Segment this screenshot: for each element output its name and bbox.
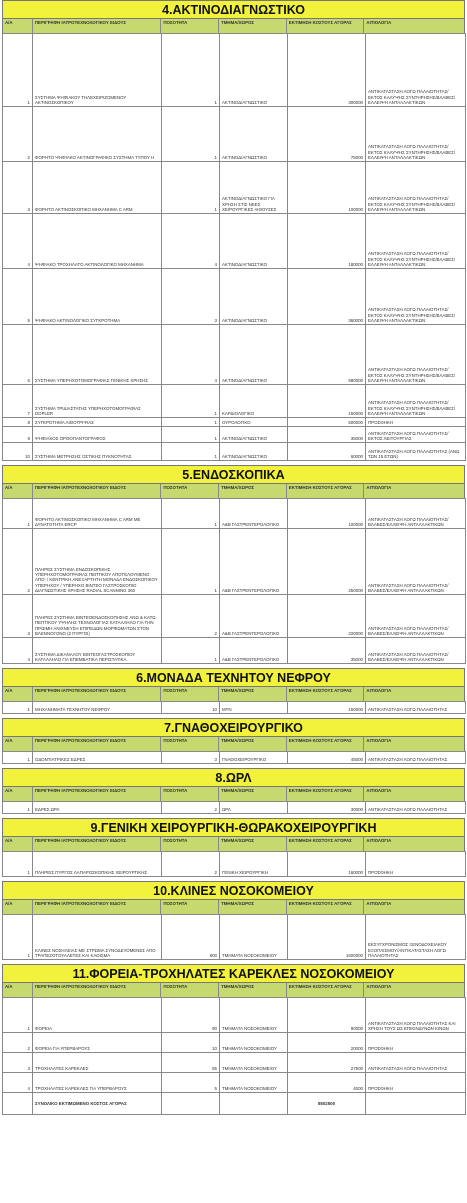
cell-aa: 1 <box>3 702 33 714</box>
cell-qty: 10 <box>162 702 220 714</box>
cell-cost: 150000 <box>288 702 366 714</box>
cell-dept: ΜΤΝ <box>220 702 288 714</box>
cell-cost: 27500 <box>288 1053 366 1073</box>
column-header-cost: ΕΚΤΙΜΗΣΗ ΚΟΣΤΟΥΣ ΑΓΟΡΑΣ <box>287 687 365 701</box>
cell-cost: 35000 <box>288 427 366 443</box>
column-header-aa: Α/Α <box>3 837 33 851</box>
column-header-dept: ΤΜΗΜΑ/ΧΩΡΟΣ <box>219 737 287 751</box>
cell-dept: ΤΜΗΜΑΤΑ ΝΟΣΟΚΟΜΕΙΟΥ <box>220 1053 288 1073</box>
column-header-aa: Α/Α <box>3 19 33 33</box>
cell-dept: Α&Β ΓΑΣΤΡΕΝΤΕΡΟΛΟΓΙΚΟ <box>220 529 288 595</box>
cell-reason: ΑΝΤΙΚΑΤΑΣΤΑΣΗ ΛΟΓΩ ΠΑΛΑΙΟΤΗΤΑΣ/ΒΛΑΒΕΣ/ΕΛΛΕΙΨΗ ΑΝΤΑΛΛΑΚΤΙΚΩΝ <box>366 499 466 529</box>
column-header-cost: ΕΚΤΙΜΗΣΗ ΚΟΣΤΟΥΣ ΑΓΟΡΑΣ <box>287 484 365 498</box>
cell-qty: 2 <box>162 595 220 638</box>
column-header-desc: ΠΕΡΙΓΡΑΦΗ ΙΑΤΡΟΤΕΧΝΟΛΟΓΙΚΟΥ ΕΙΔΟΥΣ <box>33 900 161 914</box>
table-row <box>3 107 466 162</box>
cell-empty <box>366 1093 466 1115</box>
cell-dept: ΑΚΤΙΝΟΔ/ΑΓΝΩΣΤΙΚΟ <box>220 107 288 162</box>
cell-reason: ΠΡΟΣΘΗΚΗ <box>366 1033 466 1053</box>
column-header-desc: ΠΕΡΙΓΡΑΦΗ ΙΑΤΡΟΤΕΧΝΟΛΟΓΙΚΟΥ ΕΙΔΟΥΣ <box>33 983 161 997</box>
column-header-dept: ΤΜΗΜΑ/ΧΩΡΟΣ <box>219 900 287 914</box>
section-title: 9.ΓΕΝΙΚΗ ΧΕΙΡΟΥΡΓΙΚΗ-ΘΩΡΑΚΟΧΕΙΡΟΥΡΓΙΚΗ <box>2 818 465 836</box>
cell-dept: ΩΡΛ <box>220 802 288 814</box>
cell-qty: 2 <box>162 852 220 877</box>
cell-reason: ΑΝΤΙΚΑΤΑΣΤΑΣΗ ΛΟΓΩ ΠΑΛΑΙΟΤΗΤΑΣ/ΒΛΑΒΕΣ/ΕΛΛΕΙΨΗ ΑΝΤΑΛΛΑΚΤΙΚΩΝ <box>366 638 466 664</box>
section-table <box>2 851 466 877</box>
cell-qty: 1 <box>162 385 220 418</box>
cell-cost: 220000 <box>288 595 366 638</box>
cell-desc: ΣΥΣΤΗΜΑ ΔΙΚΑΝΑΛΟΥ ΒΙΝΤΕΟΓΑΣΤΡΟΣΚΟΠΙΟΥ ΚΑΤΑΛΛΗΛΟ ΓΙΑ ΕΠΕΜΒΑΤΙΚΑ ΠΕΡΙΣΤΑΤΙΚΑ <box>33 638 162 664</box>
cell-reason: ΑΝΤΙΚΑΤΑΣΤΑΣΗ ΛΟΓΩ ΠΑΛΑΙΟΤΗΤΑΣ/ΕΚΤΟΣ ΛΕΙΤΟΥΡΓΙΑΣ <box>366 427 466 443</box>
cell-qty: 90 <box>162 998 220 1033</box>
cell-cost: 160000 <box>288 852 366 877</box>
section-table <box>2 33 466 461</box>
cell-desc: ΦΟΡΗΤΟ ΑΚΤΙΝΟΣΚΟΠΙΚΟ ΜΗΧΑΝΗΜΑ C ARM <box>33 162 162 214</box>
cell-dept: Α&Β ΓΑΣΤΡΕΝΤΕΡΟΛΟΓΙΚΟ <box>220 595 288 638</box>
cell-cost: 100000 <box>288 162 366 214</box>
cell-aa: 2 <box>3 1033 33 1053</box>
column-header-qty: ΠΟΣΟΤΗΤΑ <box>161 983 219 997</box>
column-header-row <box>2 18 465 33</box>
column-header-qty: ΠΟΣΟΤΗΤΑ <box>161 787 219 801</box>
cell-aa: 3 <box>3 162 33 214</box>
table-row <box>3 1073 466 1093</box>
table-row <box>3 162 466 214</box>
cell-desc: ΨΗΦΙΑΚΟ ΑΚΤΙΝΟΛΟΓΙΚΟ ΣΥΓΚΡΟΤΗΜΑ <box>33 269 162 325</box>
cell-qty: 1 <box>162 107 220 162</box>
cell-cost: 90000 <box>288 998 366 1033</box>
cell-qty: 1 <box>162 499 220 529</box>
cell-aa: 1 <box>3 915 33 960</box>
cell-aa: 4 <box>3 638 33 664</box>
cell-dept: ΤΜΗΜΑΤΑ ΝΟΣΟΚΟΜΕΙΟΥ <box>220 1073 288 1093</box>
cell-reason: ΑΝΤΙΚΑΤΑΣΤΑΣΗ ΛΟΓΩ ΠΑΛΑΙΟΤΗΤΑΣ <box>366 752 466 764</box>
column-header-dept: ΤΜΗΜΑ/ΧΩΡΟΣ <box>219 983 287 997</box>
cell-desc: ΨΗΦΙΑΚΟ ΤΡΟΧΗΛΑΤΟ ΑΚΤΙΝΟΛΟΓΙΚΟ ΜΗΧΑΝΗΜΑ <box>33 214 162 269</box>
cell-dept: ΤΜΗΜΑΤΑ ΝΟΣΟΚΟΜΕΙΟΥ <box>220 915 288 960</box>
cell-qty: 4 <box>162 214 220 269</box>
cell-dept: ΑΚΤΙΝΟΔ/ΑΓΝΩΣΤΙΚΟ <box>220 427 288 443</box>
cell-aa: 5 <box>3 269 33 325</box>
cell-reason: ΑΝΤΙΚΑΤΑΣΤΑΣΗ ΛΟΓΩ ΠΑΛΑΙΟΤΗΤΑΣ ΚΑΙ ΧΡΗΣΗ ΤΟΥΣ ΩΣ ΕΠΙΚΙΝΔΥΝΩΝ ΚΙΝΩΝ <box>366 998 466 1033</box>
cell-reason: ΑΝΤΙΚΑΤΑΣΤΑΣΗ ΛΟΓΩ ΠΑΛΑΙΟΤΗΤΑΣ/ΒΛΑΒΕΣ/ΕΛΛΕΙΨΗ ΑΝΤΑΛΛΑΚΤΙΚΩΝ <box>366 529 466 595</box>
cell-desc: ΤΡΟΧΗΛΑΤΕΣ ΚΑΡΕΚΛΕΣ <box>33 1053 162 1073</box>
cell-aa: 1 <box>3 998 33 1033</box>
cell-qty: 2 <box>162 802 220 814</box>
cell-qty: 4 <box>162 325 220 385</box>
column-header-qty: ΠΟΣΟΤΗΤΑ <box>161 737 219 751</box>
table-row <box>3 752 466 764</box>
cell-qty: 1 <box>162 529 220 595</box>
cell-cost: 20000 <box>288 1033 366 1053</box>
column-header-cost: ΕΚΤΙΜΗΣΗ ΚΟΣΤΟΥΣ ΑΓΟΡΑΣ <box>287 737 365 751</box>
total-value: 8502500 <box>288 1093 366 1115</box>
section-table <box>2 997 466 1115</box>
column-header-row <box>2 836 465 851</box>
cell-aa: 1 <box>3 34 33 107</box>
cell-qty: 1 <box>162 443 220 461</box>
cell-dept: ΑΚΤΙΝΟΔ/ΑΓΝΩΣΤΙΚΟ <box>220 443 288 461</box>
cell-desc: ΣΥΣΤΗΜΑ ΨΗΦΙΑΚΟΥ ΤΗΛΕΧΕΙΡΙΖΟΜΕΝΟΥ ΑΚΤΙΝΟΣΚΟΠΙΚΟΥ <box>33 34 162 107</box>
cell-aa: 10 <box>3 443 33 461</box>
equipment-sheet <box>2 0 465 1119</box>
table-row <box>3 802 466 814</box>
cell-desc: ΦΟΡΕΙΑ <box>33 998 162 1033</box>
column-header-aa: Α/Α <box>3 900 33 914</box>
cell-cost: 30000 <box>288 802 366 814</box>
column-header-qty: ΠΟΣΟΤΗΤΑ <box>161 484 219 498</box>
cell-cost: 250000 <box>288 529 366 595</box>
cell-cost: 580000 <box>288 325 366 385</box>
cell-reason: ΑΝΤΙΚΑΤΑΣΤΑΣΗ ΛΟΓΩ ΠΑΛΑΙΟΤΗΤΑΣ/ΒΛΑΒΕΣ/ΕΛΛΕΙΨΗ ΑΝΤΑΛΛΑΚΤΙΚΩΝ <box>366 595 466 638</box>
cell-aa: 2 <box>3 107 33 162</box>
table-row <box>3 595 466 638</box>
table-row <box>3 702 466 714</box>
cell-aa: 2 <box>3 529 33 595</box>
cell-aa: 1 <box>3 802 33 814</box>
cell-dept: ΑΚΤΙΝΟΔ/ΑΓΝΩΣΤΙΚΟ <box>220 34 288 107</box>
section-gap <box>2 1115 465 1119</box>
column-header-desc: ΠΕΡΙΓΡΑΦΗ ΙΑΤΡΟΤΕΧΝΟΛΟΓΙΚΟΥ ΕΙΔΟΥΣ <box>33 687 161 701</box>
column-header-row <box>2 736 465 751</box>
cell-dept: ΓΝΑΘΟΧΕΙΡΟΥΡΓΙΚΟ <box>220 752 288 764</box>
table-row <box>3 418 466 427</box>
column-header-desc: ΠΕΡΙΓΡΑΦΗ ΙΑΤΡΟΤΕΧΝΟΛΟΓΙΚΟΥ ΕΙΔΟΥΣ <box>33 787 161 801</box>
table-row <box>3 214 466 269</box>
cell-reason: ΑΝΤΙΚΑΤΑΣΤΑΣΗ ΛΟΓΩ ΠΑΛΑΙΟΤΗΤΑΣ/ΕΚΤΟΣ ΚΑΛΥΨΗΣ ΣΥΝΤΗΡΗΣΗΣ/ΒΛΑΒΕΣ/ΕΛΛΕΙΨΗ ΑΝΤΑΛΛΑΚΤΙΚΩΝ <box>366 107 466 162</box>
column-header-cost: ΕΚΤΙΜΗΣΗ ΚΟΣΤΟΥΣ ΑΓΟΡΑΣ <box>287 19 365 33</box>
cell-desc: ΜΗΧΑΝΗΜΑΤΑ ΤΕΧΝΗΤΟΥ ΝΕΦΡΟΥ <box>33 702 162 714</box>
section-title: 4.ΑΚΤΙΝΟΔΙΑΓΝΩΣΤΙΚΟ <box>2 0 465 18</box>
cell-empty <box>3 1093 33 1115</box>
cell-aa: 8 <box>3 418 33 427</box>
cell-dept: ΑΚΤΙΝΟΔ/ΑΓΝΩΣΤΙΚΟ <box>220 214 288 269</box>
column-header-desc: ΠΕΡΙΓΡΑΦΗ ΙΑΤΡΟΤΕΧΝΟΛΟΓΙΚΟΥ ΕΙΔΟΥΣ <box>33 737 161 751</box>
cell-desc: ΠΛΗΡΕΣ ΣΥΣΤΗΜΑ ΕΝΔΟΣΚΟΠΙΚΗΣ ΥΠΕΡΗΧΟΤΟΜΟΓΡΑΦΙΑΣ ΠΕΠΤΙΚΟΥ ΑΠΟΤΕΛΟΥΜΕΝΟ ΑΠΟ: / ΚΕΝΤΡΙΚΗ ΑΝΕΞΑΡΤΗΤΗ ΜΟΝΑΔΑ ΕΝΔΟΣΚΟΠΙΚΟΥ ΥΠΕΡΗΧΟΥ / ΥΠΕΡΗΧΟ ΒΙΝΤΕΟ ΓΑΣΤΡΟΣΚΟΠΙΟ ΔΙΑΓΝΩΣΤΙΚΗΣ ΧΡΗΣΗΣ RADIAL SCANNING 360 <box>33 529 162 595</box>
table-row <box>3 443 466 461</box>
column-header-dept: ΤΜΗΜΑ/ΧΩΡΟΣ <box>219 687 287 701</box>
column-header-cost: ΕΚΤΙΜΗΣΗ ΚΟΣΤΟΥΣ ΑΓΟΡΑΣ <box>287 787 365 801</box>
total-label: ΣΥΝΟΛΙΚΟ ΕΚΤΙΜΩΜΕΝΟ ΚΟΣΤΟΣ ΑΓΟΡΑΣ <box>33 1093 162 1115</box>
cell-cost: 1600000 <box>288 915 366 960</box>
section-title: 11.ΦΟΡΕΙΑ-ΤΡΟΧΗΛΑΤΕΣ ΚΑΡΕΚΛΕΣ ΝΟΣΟΚΟΜΕΙΟΥ <box>2 964 465 982</box>
column-header-reason: ΑΙΤΙΟΛΟΓΙΑ <box>366 901 392 906</box>
cell-qty: 10 <box>162 1033 220 1053</box>
column-header-row <box>2 786 465 801</box>
table-row <box>3 529 466 595</box>
section-table <box>2 801 466 814</box>
cell-reason: ΑΝΤΙΚΑΤΑΣΤΑΣΗ ΛΟΓΩ ΠΑΛΑΙΟΤΗΤΑΣ (ΑΝΩ ΤΩΝ 15 ΕΤΩΝ) <box>366 443 466 461</box>
section-title: 10.ΚΛΙΝΕΣ ΝΟΣΟΚΟΜΕΙΟΥ <box>2 881 465 899</box>
column-header-reason: ΑΙΤΙΟΛΟΓΙΑ <box>366 984 392 989</box>
cell-empty <box>162 1093 220 1115</box>
cell-cost: 100000 <box>288 499 366 529</box>
cell-qty: 800 <box>162 915 220 960</box>
cell-aa: 7 <box>3 385 33 418</box>
cell-desc: ΣΥΣΤΗΜΑ ΥΠΕΡΗΧΟΤΟΜΟΓΡΑΦΙΑΣ ΓΕΝΙΚΗΣ ΧΡΗΣΗΣ <box>33 325 162 385</box>
cell-desc: ΨΗΦΙΑΚΟΣ ΟΡΘΟΠΑΝΤΟΓΡΑΦΟΣ <box>33 427 162 443</box>
column-header-dept: ΤΜΗΜΑ/ΧΩΡΟΣ <box>219 787 287 801</box>
column-header-cost: ΕΚΤΙΜΗΣΗ ΚΟΣΤΟΥΣ ΑΓΟΡΑΣ <box>287 983 365 997</box>
cell-reason: ΑΝΤΙΚΑΤΑΣΤΑΣΗ ΛΟΓΩ ΠΑΛΑΙΟΤΗΤΑΣ/ΕΚΤΟΣ ΚΑΛΥΨΗΣ ΣΥΝΤΗΡΗΣΗΣ/ΒΛΑΒΕΣ/ΕΛΛΕΙΨΗ ΑΝΤΑΛΛΑΚΤΙΚΩΝ <box>366 214 466 269</box>
section-title: 7.ΓΝΑΘΟΧΕΙΡΟΥΡΓΙΚΟ <box>2 718 465 736</box>
column-header-row <box>2 899 465 914</box>
cell-aa: 3 <box>3 595 33 638</box>
cell-qty: 1 <box>162 34 220 107</box>
cell-empty <box>220 1093 288 1115</box>
cell-qty: 3 <box>162 752 220 764</box>
cell-reason: ΠΡΟΣΘΗΚΗ <box>366 1073 466 1093</box>
section-title: 8.ΩΡΛ <box>2 768 465 786</box>
column-header-desc: ΠΕΡΙΓΡΑΦΗ ΙΑΤΡΟΤΕΧΝΟΛΟΓΙΚΟΥ ΕΙΔΟΥΣ <box>33 19 161 33</box>
cell-reason: ΑΝΤΙΚΑΤΑΣΤΑΣΗ ΛΟΓΩ ΠΑΛΑΙΟΤΗΤΑΣ/ΕΚΤΟΣ ΚΑΛΥΨΗΣ ΣΥΝΤΗΡΗΣΗΣ/ΒΛΑΒΕΣ/ΕΛΛΕΙΨΗ ΑΝΤΑΛΛΑΚΤΙΚΩΝ <box>366 34 466 107</box>
section-table <box>2 498 466 664</box>
cell-qty: 5 <box>162 1073 220 1093</box>
cell-desc: ΦΟΡΗΤΟ ΑΚΤΙΝΟΣΚΟΠΙΚΟ ΜΗΧΑΝΗΜΑ C ARM ΜΕ ΔΥΝΑΤΟΤΗΤΑ ERCP <box>33 499 162 529</box>
column-header-qty: ΠΟΣΟΤΗΤΑ <box>161 19 219 33</box>
cell-cost: 75000 <box>288 107 366 162</box>
column-header-reason: ΑΙΤΙΟΛΟΓΙΑ <box>366 688 392 693</box>
cell-aa: 1 <box>3 752 33 764</box>
cell-cost: 45000 <box>288 752 366 764</box>
table-row <box>3 998 466 1033</box>
column-header-row <box>2 686 465 701</box>
table-row <box>3 325 466 385</box>
column-header-cost: ΕΚΤΙΜΗΣΗ ΚΟΣΤΟΥΣ ΑΓΟΡΑΣ <box>287 837 365 851</box>
cell-aa: 3 <box>3 1053 33 1073</box>
table-row <box>3 427 466 443</box>
cell-cost: 180000 <box>288 214 366 269</box>
column-header-aa: Α/Α <box>3 484 33 498</box>
table-row <box>3 385 466 418</box>
cell-dept: ΑΚΤΙΝΟΔ/ΑΓΝΩΣΤΙΚΟ <box>220 269 288 325</box>
column-header-reason: ΑΙΤΙΟΛΟΓΙΑ <box>366 20 392 25</box>
table-row <box>3 1033 466 1053</box>
cell-cost: 300000 <box>288 34 366 107</box>
cell-reason: ΑΝΤΙΚΑΤΑΣΤΑΣΗ ΛΟΓΩ ΠΑΛΑΙΟΤΗΤΑΣ/ΕΚΤΟΣ ΚΑΛΥΨΗΣ ΣΥΝΤΗΡΗΣΗΣ/ΒΛΑΒΕΣ/ΕΛΛΕΙΨΗ ΑΝΤΑΛΛΑΚΤΙΚΩΝ <box>366 325 466 385</box>
cell-aa: 1 <box>3 499 33 529</box>
cell-reason: ΕΚΣΥΓΧΡΟΝΙΣΜΟΣ ΞΕΝΟΔΟΧΕΙΑΚΟΥ ΕΞΟΠΛΙΣΜΟΥ/ΑΝΤΙΚΑΤΑΣΤΑΣΗ ΛΟΓΩ ΠΑΛΑΙΟΤΗΤΑΣ <box>366 915 466 960</box>
cell-aa: 1 <box>3 852 33 877</box>
cell-qty: 1 <box>162 427 220 443</box>
cell-cost: 60000 <box>288 443 366 461</box>
cell-cost: 4000 <box>288 1073 366 1093</box>
column-header-dept: ΤΜΗΜΑ/ΧΩΡΟΣ <box>219 19 287 33</box>
cell-reason: ΑΝΤΙΚΑΤΑΣΤΑΣΗ ΛΟΓΩ ΠΑΛΑΙΟΤΗΤΑΣ/ΕΚΤΟΣ ΚΑΛΥΨΗΣ ΣΥΝΤΗΡΗΣΗΣ/ΒΛΑΒΕΣ/ΕΛΛΕΙΨΗ ΑΝΤΑΛΛΑΚΤΙΚΩΝ <box>366 385 466 418</box>
cell-dept: ΤΜΗΜΑΤΑ ΝΟΣΟΚΟΜΕΙΟΥ <box>220 1033 288 1053</box>
cell-desc: ΦΟΡΕΙΑ ΓΙΑ ΥΠΕΡΒΑΡΟΥΣ <box>33 1033 162 1053</box>
column-header-qty: ΠΟΣΟΤΗΤΑ <box>161 900 219 914</box>
column-header-desc: ΠΕΡΙΓΡΑΦΗ ΙΑΤΡΟΤΕΧΝΟΛΟΓΙΚΟΥ ΕΙΔΟΥΣ <box>33 837 161 851</box>
cell-desc: ΚΛΙΝΕΣ ΝΟΣΗΛΕΙΑΣ ΜΕ ΣΤΡΩΜΑ ΣΥΝΟΔΕΥΟΜΕΝΕΣ ΑΠΟ ΤΡΑΠΕΖΟΤΟΥΑΛΕΤΕΣ ΚΑΙ ΚΑΘΙΣΜΑ <box>33 915 162 960</box>
cell-aa: 4 <box>3 214 33 269</box>
column-header-dept: ΤΜΗΜΑ/ΧΩΡΟΣ <box>219 484 287 498</box>
table-row <box>3 499 466 529</box>
column-header-aa: Α/Α <box>3 787 33 801</box>
cell-dept: ΑΚΤΙΝΟΔ/ΑΓΝΩΣΤΙΚΟ <box>220 325 288 385</box>
cell-qty: 1 <box>162 162 220 214</box>
cell-cost: 35000 <box>288 638 366 664</box>
cell-dept: Α&Β ΓΑΣΤΡΕΝΤΕΡΟΛΟΓΙΚΟ <box>220 638 288 664</box>
table-row <box>3 852 466 877</box>
column-header-qty: ΠΟΣΟΤΗΤΑ <box>161 837 219 851</box>
cell-aa: 4 <box>3 1073 33 1093</box>
column-header-aa: Α/Α <box>3 983 33 997</box>
cell-dept: ΟΥΡΟΛΟΓΙΚΟ <box>220 418 288 427</box>
cell-dept: ΑΚΤΙΝΟΔ/ΑΓΝΩΣΤΙΚΟ ΓΙΑ ΧΡΗΣΗ ΣΤΙΣ ΝΕΕΣ ΧΕΙΡΟΥΡΓΙΚΕΣ ΑΙΘΟΥΣΕΣ <box>220 162 288 214</box>
cell-qty: 55 <box>162 1053 220 1073</box>
column-header-reason: ΑΙΤΙΟΛΟΓΙΑ <box>366 838 392 843</box>
cell-desc: ΕΔΡΕΣ ΩΡΛ <box>33 802 162 814</box>
cell-reason: ΑΝΤΙΚΑΤΑΣΤΑΣΗ ΛΟΓΩ ΠΑΛΑΙΟΤΗΤΑΣ <box>366 802 466 814</box>
cell-aa: 9 <box>3 427 33 443</box>
cell-qty: 1 <box>162 418 220 427</box>
cell-cost: 500000 <box>288 418 366 427</box>
cell-qty: 3 <box>162 269 220 325</box>
column-header-aa: Α/Α <box>3 737 33 751</box>
cell-reason: ΑΝΤΙΚΑΤΑΣΤΑΣΗ ΛΟΓΩ ΠΑΛΑΙΟΤΗΤΑΣ/ΕΚΤΟΣ ΚΑΛΥΨΗΣ ΣΥΝΤΗΡΗΣΗΣ/ΒΛΑΒΕΣ/ΕΛΛΕΙΨΗ ΑΝΤΑΛΛΑΚΤΙΚΩΝ <box>366 269 466 325</box>
cell-reason: ΠΡΟΣΘΗΚΗ <box>366 852 466 877</box>
cell-reason: ΑΝΤΙΚΑΤΑΣΤΑΣΗ ΛΟΓΩ ΠΑΛΑΙΟΤΗΤΑΣ <box>366 702 466 714</box>
column-header-aa: Α/Α <box>3 687 33 701</box>
cell-reason: ΠΡΟΣΘΗΚΗ <box>366 418 466 427</box>
section-table <box>2 914 466 960</box>
cell-qty: 1 <box>162 638 220 664</box>
column-header-cost: ΕΚΤΙΜΗΣΗ ΚΟΣΤΟΥΣ ΑΓΟΡΑΣ <box>287 900 365 914</box>
cell-desc: ΠΛΗΡΕΙΣ ΠΥΡΓΟΣ ΛΑΠΑΡΟΣΚΟΠΙΚΗΣ ΧΕΙΡΟΥΡΓΙΚΗΣ <box>33 852 162 877</box>
section-title: 6.ΜΟΝΑΔΑ ΤΕΧΝΗΤΟΥ ΝΕΦΡΟΥ <box>2 668 465 686</box>
table-row <box>3 269 466 325</box>
column-header-qty: ΠΟΣΟΤΗΤΑ <box>161 687 219 701</box>
cell-dept: ΚΑΡΔΙΟΛΟΓΙΚΟ <box>220 385 288 418</box>
column-header-dept: ΤΜΗΜΑ/ΧΩΡΟΣ <box>219 837 287 851</box>
total-row <box>3 1093 466 1115</box>
cell-dept: ΓΕΝΙΚΗ ΧΕΙΡΟΥΡΓΙΚΗ <box>220 852 288 877</box>
column-header-row <box>2 982 465 997</box>
table-row <box>3 1053 466 1073</box>
table-row <box>3 638 466 664</box>
cell-dept: Α&Β ΓΑΣΤΡΕΝΤΕΡΟΛΟΓΙΚΟ <box>220 499 288 529</box>
table-row <box>3 34 466 107</box>
table-row <box>3 915 466 960</box>
section-title: 5.ΕΝΔΟΣΚΟΠΙΚΑ <box>2 465 465 483</box>
cell-reason: ΑΝΤΙΚΑΤΑΣΤΑΣΗ ΛΟΓΩ ΠΑΛΑΙΟΤΗΤΑΣ <box>366 1053 466 1073</box>
cell-aa: 6 <box>3 325 33 385</box>
cell-cost: 150000 <box>288 385 366 418</box>
column-header-row <box>2 483 465 498</box>
column-header-reason: ΑΙΤΙΟΛΟΓΙΑ <box>366 738 392 743</box>
cell-cost: 360000 <box>288 269 366 325</box>
column-header-reason: ΑΙΤΙΟΛΟΓΙΑ <box>366 788 392 793</box>
column-header-reason: ΑΙΤΙΟΛΟΓΙΑ <box>366 485 392 490</box>
cell-reason: ΑΝΤΙΚΑΤΑΣΤΑΣΗ ΛΟΓΩ ΠΑΛΑΙΟΤΗΤΑΣ/ΕΚΤΟΣ ΚΑΛΥΨΗΣ ΣΥΝΤΗΡΗΣΗΣ/ΒΛΑΒΕΣ/ΕΛΛΕΙΨΗ ΑΝΤΑΛΛΑΚΤΙΚΩΝ <box>366 162 466 214</box>
cell-desc: ΦΟΡΗΤΟ ΨΗΦΙΑΚΟ ΑΚΤΙΝΟΓΡΑΦΙΚΟ ΣΥΣΤΗΜΑ ΤΥΠΟΥ Η <box>33 107 162 162</box>
cell-desc: ΤΡΟΧΗΛΑΤΕΣ ΚΑΡΕΚΛΕΣ ΓΙΑ ΥΠΕΡΒΑΡΟΥΣ <box>33 1073 162 1093</box>
cell-desc: ΠΛΗΡΕΣ ΣΥΣΤΗΜΑ ΒΙΝΤΕΟΕΝΔΟΣΚΟΠΗΣΗΣ ΑΝΩ & ΚΑΤΩ ΠΕΠΤΙΚΟΥ ΥΨΗΛΗΣ ΤΕΧΝΟΛΟΓΙΑΣ ΚΑΤΑΛΛΗΛΟ ΓΙΑ ΤΗΝ ΠΡΩΙΜΗ ΑΝΙΧΝΕΥΣΗ ΕΠΙΠΕΔΩΝ ΜΟΡΦΩΜΑΤΩΝ ΣΤΟΝ ΒΛΕΝΝΟΓΟΝΟ (2 ΠΥΡΓΟΙ) <box>33 595 162 638</box>
cell-desc: ΣΥΣΤΗΜΑ ΤΡΙΔΙΑΣΤΑΤΗΣ ΥΠΕΡΗΧΟΤΟΜΟΓΡΑΦΙΑΣ DOPLER <box>33 385 162 418</box>
cell-desc: ΣΥΣΤΗΜΑ ΜΕΤΡΗΣΗΣ ΟΣΤΙΚΗΣ ΠΥΚΝΟΤΗΤΑΣ <box>33 443 162 461</box>
cell-desc: ΟΔΟΝΤΙΑΤΡΙΚΕΣ ΕΔΡΕΣ <box>33 752 162 764</box>
column-header-desc: ΠΕΡΙΓΡΑΦΗ ΙΑΤΡΟΤΕΧΝΟΛΟΓΙΚΟΥ ΕΙΔΟΥΣ <box>33 484 161 498</box>
cell-desc: ΣΥΓΚΡΟΤΗΜΑ ΛΙΘΟΤΡΙΨΙΑΣ <box>33 418 162 427</box>
section-table <box>2 751 466 764</box>
section-table <box>2 701 466 714</box>
cell-dept: ΤΜΗΜΑΤΑ ΝΟΣΟΚΟΜΕΙΟΥ <box>220 998 288 1033</box>
